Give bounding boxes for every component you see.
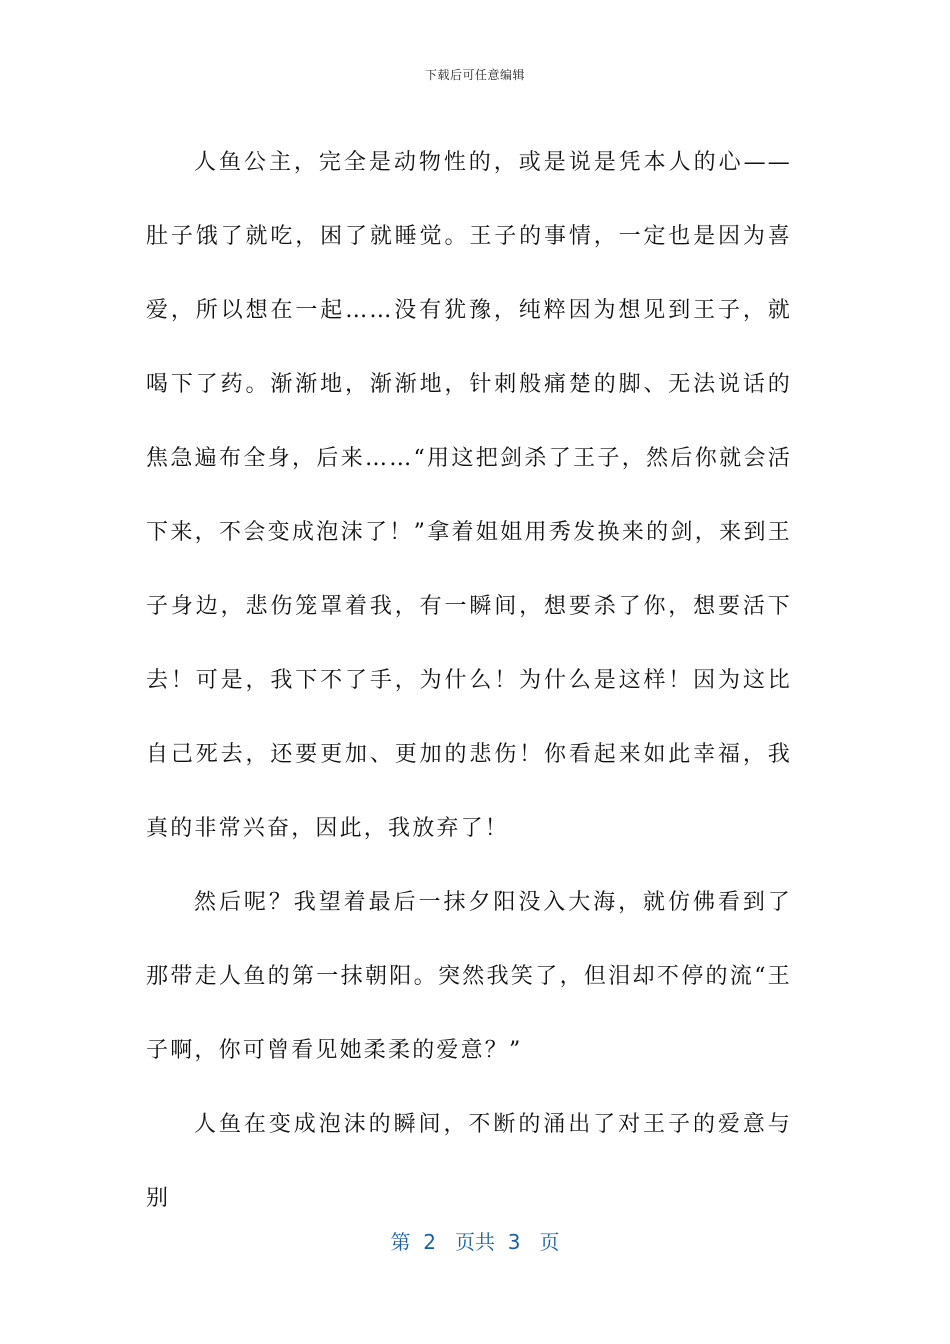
page-number-footer: 第 2 页共 3 页 <box>390 1230 560 1254</box>
header-note: 下载后可任意编辑 <box>424 68 525 82</box>
document-body <box>146 126 792 1236</box>
paragraph-3: 人鱼在变成泡沫的瞬间，不断的涌出了对王子的爱意与别 <box>146 1112 792 1211</box>
paragraph-1: 人鱼公主，完全是动物性的，或是说是凭本人的心——肚子饿了就吃，困了就睡觉。王子的事情，一定也是因为喜爱，所以想在一起……没有犹豫，纯粹因为想见到王子，就喝下了药。渐渐地，渐渐地，针刺般痛楚的脚、无法说话的焦急遍布全身，后来……“用这把剑杀了王子，然后你就会活下来，不会变成泡沫了！”拿着姐姐用秀发换来的剑，来到王子身边，悲伤笼罩着我，有一瞬间，想要杀了你，想要活下去！可是，我下不了手，为什么！为什么是这样！因为这比自己死去，还要更加、更加的悲伤！你看起来如此幸福，我真的非常兴奋，因此，我放弃了！ <box>146 150 792 841</box>
paragraph-2: 然后呢？我望着最后一抹夕阳没入大海，就仿佛看到了那带走人鱼的第一抹朝阳。突然我笑了，但泪却不停的流“王子啊，你可曾看见她柔柔的爱意？” <box>146 890 792 1063</box>
